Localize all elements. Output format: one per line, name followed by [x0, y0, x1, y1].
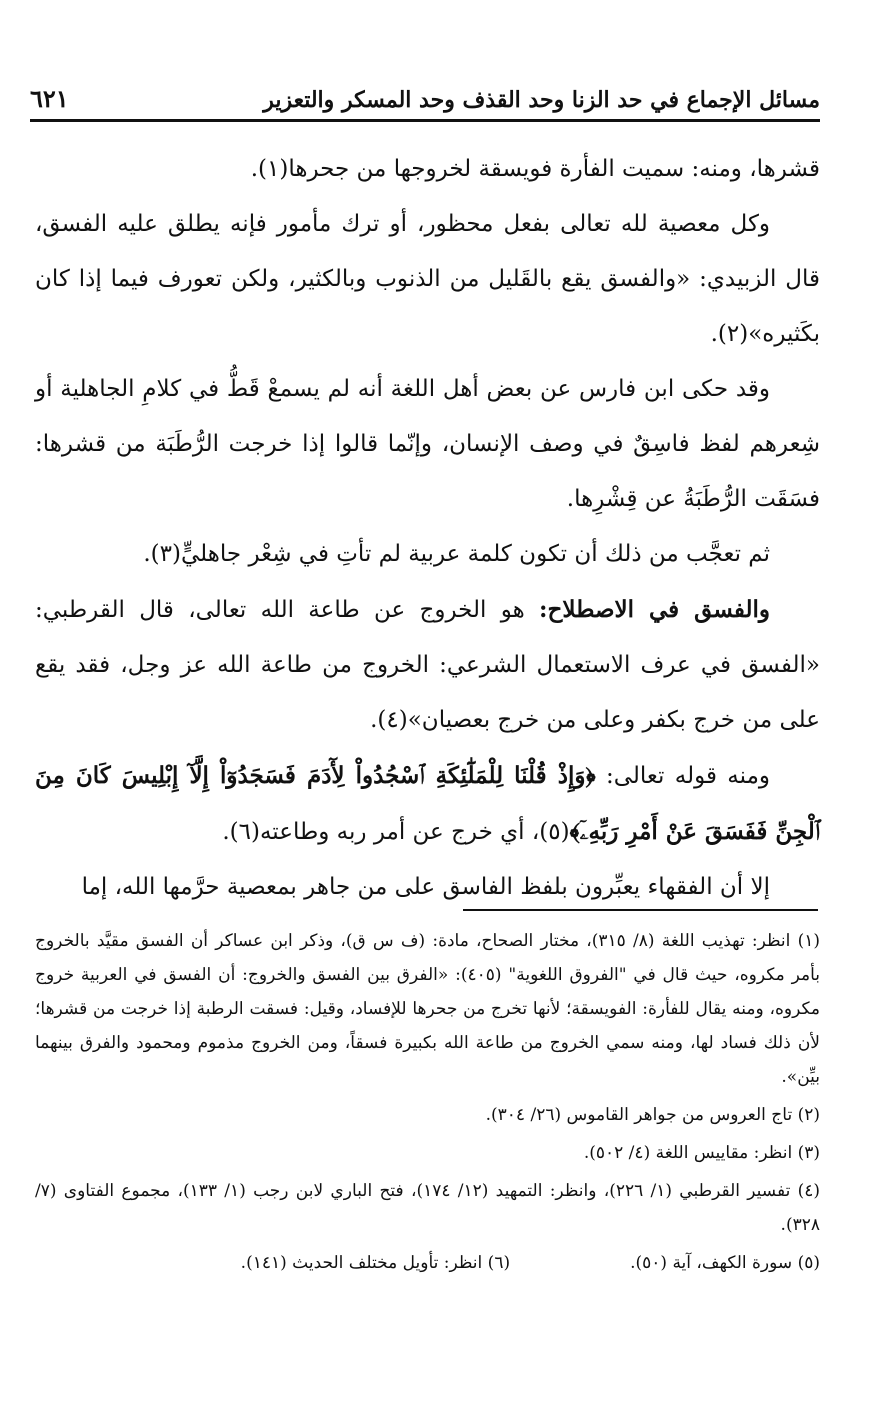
- footnote-row: [35, 1246, 820, 1280]
- quran-verse: ﴿وَإِذْ قُلْنَا لِلْمَلَٰٓئِكَةِ ٱسْجُدُواْ لِأٓدَمَ فَسَجَدُوٓاْ إِلَّآ إِبْلِيسَ كَانَ مِنَ ٱلْجِنِّ فَفَسَقَ عَنْ أَمْرِ رَبِّهِۦٓ﴾: [35, 762, 820, 845]
- main-text: [35, 142, 820, 915]
- paragraph-text: (٥)، أي خرج عن أمر ربه وطاعته(٦).: [222, 819, 570, 845]
- footnote: (٢) تاج العروس من جواهر القاموس (٢٦/ ٣٠٤).: [485, 1105, 820, 1125]
- paragraph: وكل معصية لله تعالى بفعل محظور، أو ترك مأمور فإنه يطلق عليه الفسق، قال الزبيدي: «والفسق يقع بالقَليل من الذنوب وبالكثير، ولكن تعورف فيما إذا كان بكَثيره»(٢).: [35, 211, 820, 347]
- running-title: مسائل الإجماع في حد الزنا وحد القذف وحد المسكر والتعزير: [263, 87, 820, 113]
- footnote: (١) انظر: تهذيب اللغة (٨/ ٣١٥)، مختار الصحاح، مادة: (ف س ق)، وذكر ابن عساكر أن الفسق مقيَّد بالخروج بأمر مكروه، حيث قال في "الفروق اللغوية" (٤٠٥): «الفرق بين الفسق والخروج: أن الفسق في العربية خروج مكروه، ومنه يقال للفأرة: الفويسقة؛ لأنها تخرج من جحرها للإفساد، وقيل: فسقت الرطبة إذا خرجت من قشرها؛ لأن ذلك فساد لها، ومنه سمي الخروج من طاعة الله بكبيرة فسقاً، ومن الخروج مذموم ومحمود والفرق بينهما بيِّن».: [35, 931, 821, 1087]
- footnote: (٤) تفسير القرطبي (١/ ٢٢٦)، وانظر: التمهيد (١٢/ ١٧٤)، فتح الباري لابن رجب (١/ ١٣٣)، مجموع الفتاوى (٧/ ٣٢٨).: [35, 1181, 820, 1235]
- footnote-separator: [463, 909, 818, 911]
- paragraph-text: ومنه قوله تعالى:: [595, 763, 770, 789]
- paragraph-text: هو الخروج عن طاعة الله تعالى، قال القرطبي: «الفسق في عرف الاستعمال الشرعي: الخروج من طاعة الله عز وجل، فقد يقع على من خرج بكفر وعلى من خرج بعصيان»(٤).: [35, 597, 820, 733]
- footnote: (٦) انظر: تأويل مختلف الحديث (١٤١).: [240, 1253, 511, 1273]
- paragraph: [35, 748, 820, 860]
- footnotes: [35, 924, 820, 1280]
- page-header: [30, 66, 820, 122]
- footnote: (٥) سورة الكهف، آية (٥٠).: [630, 1253, 820, 1273]
- term-heading: والفسق في الاصطلاح:: [539, 596, 770, 623]
- paragraph: قشرها، ومنه: سميت الفأرة فويسقة لخروجها من جحرها(١).: [250, 156, 820, 182]
- footnote: (٣) انظر: مقاييس اللغة (٤/ ٥٠٢).: [583, 1143, 820, 1163]
- page-number: ٦٢١: [30, 84, 69, 113]
- paragraph: [35, 582, 820, 748]
- paragraph: وقد حكى ابن فارس عن بعض أهل اللغة أنه لم يسمعْ قَطُّ في كلامِ الجاهلية أو شِعرهم لفظ فاسِقٌ في وصف الإنسان، وإنّما قالوا إذا خرجت الرُّطَبَة من قشرها: فسَقَت الرُّطَبَةُ عن قِشْرِها.: [35, 376, 820, 512]
- paragraph: ثم تعجَّب من ذلك أن تكون كلمة عربية لم تأتِ في شِعْر جاهليٍّ(٣).: [143, 541, 770, 567]
- paragraph: إلا أن الفقهاء يعبِّرون بلفظ الفاسق على من جاهر بمعصية حرَّمها الله، إما: [81, 874, 770, 900]
